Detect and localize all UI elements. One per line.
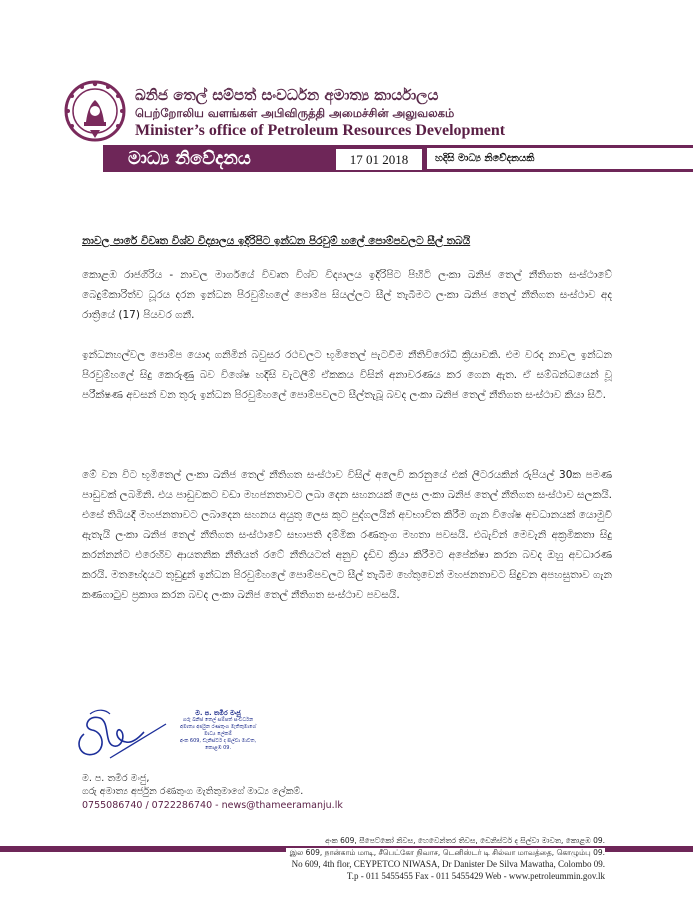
body-paragraph-1: කොළඹ රාජගිරිය - නාවල මාර්ගයේ විවෘත විශ්ව විද්‍යාලය ඉදිරිපිට පිහිටි ලංකා ඛනිජ තෙල් නීතිගත සංස්ථාවේ බෙදුම්කාරිත්ව ධූරය දරන ඉන්ධන පිරවුම්හලේ පොම්ප සියල්ලට සීල් තැබීමට ලංකා ඛනිජ තෙල් නීතිගත සංස්ථාව අද රාත්‍රියේ (17) පියවර ගනී. [82, 269, 612, 321]
signatory-name: ම. ප. තමීර මංජු, [82, 773, 150, 784]
release-date: 17 01 2018 [335, 148, 423, 171]
sri-lanka-emblem-icon [64, 78, 126, 144]
stamp-line: අංක 609, ඩැනිස්ටර් ද සිල්වා මාවත, කොළඹ 09. [179, 738, 257, 751]
stamp-line: අමාත්‍ය අර්ජුන රණතුංග මැතිතුමාගේ [179, 724, 257, 730]
stamp-line: මාධ්‍ය ලේකම් [204, 731, 232, 737]
footer-address-sinhala: අංක 609, සීපෙට්කෝ නිවස, හෙවෙන්තර තිවස, ඩෙනිස්ටර් ද සිල්වා මාවත, කොළඹ 09. [325, 836, 605, 845]
stamp-name: ම. ප. තමීර මංජු [195, 709, 241, 717]
footer-address-tamil: இல 609, நான்காம் மாடி, சீபெட்கோ நிவாச, டெனிஸ்டர் டி சில்வா மாவத்தை, கொழும்பு 09. [286, 848, 605, 858]
header-english-title: Minister’s office of Petroleum Resources Development [135, 122, 506, 139]
footer-address-english: No 609, 4th flor, CEYPETCO NIWASA, Dr Danister De Silva Mawatha, Colombo 09. [291, 859, 605, 869]
body-paragraph-2: ඉන්ධනහල්වල පොම්ප යොදා ගනිමින් බවුසර රථවලට භූමිතෙල් පැටවීම නීතිවිරෝධී ක්‍රියාවකි. එම වරද නාවල ඉන්ධන පිරවුම්හලේ සිදු කෙරුණු බව විශේෂ හදිසි වැටලීම් ඒකකය විසින් අනාවරණය කර ගෙන ඇත. ඒ සම්බන්ධයෙන් වූ පරීක්ෂණ අවසන් වන තුරු ඉන්ධන පිරවුම්හලේ පොම්පවලට සීල්තැබූ බවද ලංකා ඛනිජ තෙල් නීතිගත සංස්ථාව කියා සිටී. [82, 349, 612, 401]
official-stamp [178, 710, 258, 752]
press-release-title: මාධ්‍ය නිවේදනය [128, 148, 251, 169]
footer-contact: T.p - 011 5455455 Fax - 011 5455429 Web - www.petroleummin.gov.lk [346, 871, 605, 881]
stamp-line: ගරු ඛනිජ තෙල් සම්පත් සංවර්ධන [182, 717, 254, 723]
news-headline: නාවල පාරේ විවෘත විශ්ව විද්‍යාලය ඉදිරිපිට ඉන්ධන පිරවුම් හලේ පොම්පවලට සීල් තබයි [82, 235, 471, 247]
handwritten-signature [70, 704, 170, 768]
body-paragraph-3: මේ වන විට භූමිතෙල් ලංකා ඛනිජ තෙල් නීතිගත සංස්ථාව විසිල් අලෙවි කරනුයේ එක් ලීටරයකින් රුපියල් 30ක පමණ පාඩුවක් ලබමිනි. එය පාඩුවකට වඩා මහජනතාවට ලබා දෙන සහනයක් ලෙස ලංකා ඛනිජ තෙල් නීතිගත සංස්ථාව සලකයි. එසේ තිබියදී මහජනතාවට ලබාදෙන සහනය අයුතු ලෙස කුට පුද්ගලයින් අවභාවිත කිරීම ගැන විශේෂ අවධානයක් යොමුවී ඇතැයි ලංකා ඛනිජ තෙල් නීතිගත සංස්ථාවේ සභාපති දම්මික රණතුංග මහතා පවසයි. එබැවින් මෙවැනි අක්‍රමිකතා සිදු කරන්නන්ට එරෙහිව ආයතනික නීතියත් රටේ නීතියටත් අනුව දැඩිව ක්‍රියා කිරීමට අපේක්ෂා කරන බවද ඔහු අවධාරණ කරයි. මතභේදයට තුඩුදුන් ඉන්ධන පිරවුම්හලේ පොම්පවලට සීල් තැබීම හේතුවෙන් මහජනතාවට සිදුවන අපහසුතාව ගැන කණගාටුව ප්‍රකාශ කරන බවද ලංකා ඛනිජ තෙල් නීතිගත සංස්ථාව පවසයි. [82, 469, 612, 601]
urgent-release-tag: හදිසි මාධ්‍ය නිවේදනයකි [427, 148, 693, 169]
signatory-contact: 0755086740 / 0722286740 - news@thameeramanju.lk [82, 800, 343, 811]
header-tamil-title: பெற்றோலிய வளங்கள் அபிவிருத்தி அமைச்சின் அலுவலகம் [135, 106, 455, 120]
header-sinhala-title: ඛනිජ තෙල් සම්පත් සංවර්ධන අමාත්‍ය කාර්යාලය [135, 86, 439, 104]
signatory-title: ගරු අමාත්‍ය අර්ජුන රණතුංග මැතිතුමාගේ මාධ්‍ය ලේකම්. [82, 786, 304, 797]
